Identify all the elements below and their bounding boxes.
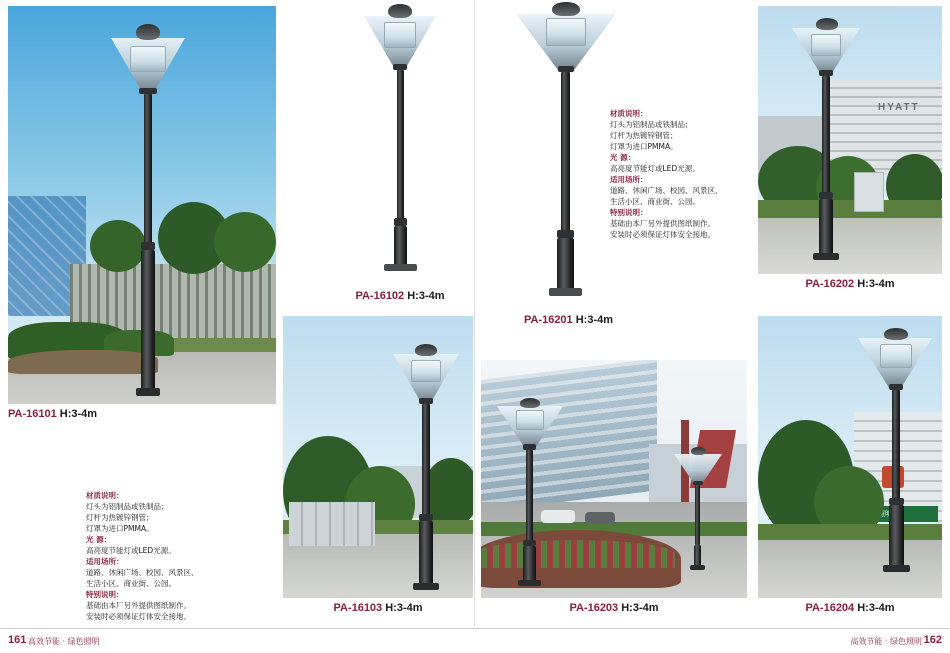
lamp-figure-PA-16202 — [786, 16, 866, 266]
lamp-figure-PA-16203-secondary — [671, 446, 727, 570]
page-number-right: 162 — [923, 634, 942, 646]
product-caption-PA-16202 — [758, 278, 942, 290]
page-number-left: 161 — [8, 634, 27, 646]
product-code: PA-16201 — [523, 314, 573, 326]
background-car — [585, 512, 615, 524]
lamp-figure-PA-16102 — [358, 0, 442, 286]
lamp-figure-PA-16201 — [506, 0, 626, 310]
product-caption-PA-16203 — [481, 602, 747, 614]
product-code: PA-16203 — [569, 602, 619, 614]
page-gutter-divider — [474, 0, 475, 626]
lamp-figure-PA-16203 — [493, 396, 569, 588]
footer-text-right: 高效节能 · 绿色照明 — [850, 637, 922, 646]
product-code: PA-16204 — [805, 602, 855, 614]
product-caption-PA-16201 — [486, 314, 651, 326]
product-PA-16101 — [8, 6, 276, 420]
product-photo-PA-16101 — [8, 6, 276, 404]
product-caption-PA-16102 — [330, 290, 470, 302]
product-code: PA-16102 — [355, 290, 405, 302]
product-code: PA-16202 — [805, 278, 855, 290]
footer-text-left: 高效节能 · 绿色照明 — [28, 637, 100, 646]
product-photo-PA-16202 — [758, 6, 942, 274]
product-PA-16103 — [283, 316, 473, 614]
product-height: H:3-4m — [621, 602, 659, 614]
product-caption-PA-16103 — [283, 602, 473, 614]
background-cabinet-panels — [289, 502, 375, 546]
product-height: H:3-4m — [59, 408, 98, 420]
product-caption-PA-16101 — [8, 408, 276, 420]
product-photo-PA-16203 — [481, 360, 747, 598]
spec-left: 材质说明： 灯头为铝制品或铁制品； 灯杆为热镀锌钢管； 灯罩为进口PMMA。 光 源： 高亮度节能灯或LED光源。 适用场所： 道路、休闲广场、校园、风景区、 生活小区、商业街、公园。 特别说明： 基础由本厂另外提供图纸制作。 安装时必须保证灯体安全接地。 — [86, 491, 199, 621]
lamp-figure-PA-16204 — [854, 326, 938, 588]
product-height: H:3-4m — [385, 602, 423, 614]
product-height: H:3-4m — [857, 602, 895, 614]
product-height: H:3-4m — [407, 290, 445, 302]
hotel-sign: HYATT — [878, 102, 920, 113]
product-PA-16203 — [481, 360, 747, 614]
spec-right: 材质说明： 灯头为铝制品或铁制品； 灯杆为热镀锌钢管； 灯罩为进口PMMA。 光 源： 高亮度节能灯或LED光源。 适用场所： 道路、休闲广场、校园、风景区、 生活小区、商业街、公园。 特别说明： 基础由本厂另外提供图纸制作。 安装时必须保证灯体安全接地。 — [610, 109, 723, 239]
product-caption-PA-16204 — [758, 602, 942, 614]
product-height: H:3-4m — [575, 314, 614, 326]
product-photo-PA-16103 — [283, 316, 473, 598]
product-code: PA-16101 — [8, 408, 57, 420]
product-code: PA-16103 — [333, 602, 383, 614]
product-photo-PA-16204 — [758, 316, 942, 598]
lamp-figure-PA-16103 — [387, 340, 465, 596]
product-PA-16102 — [330, 0, 470, 302]
lamp-figure-PA-16101 — [108, 16, 188, 404]
product-photo-PA-16102 — [330, 0, 470, 286]
product-height: H:3-4m — [857, 278, 895, 290]
product-PA-16202 — [758, 6, 942, 290]
product-PA-16204 — [758, 316, 942, 614]
footer-divider — [0, 628, 950, 629]
